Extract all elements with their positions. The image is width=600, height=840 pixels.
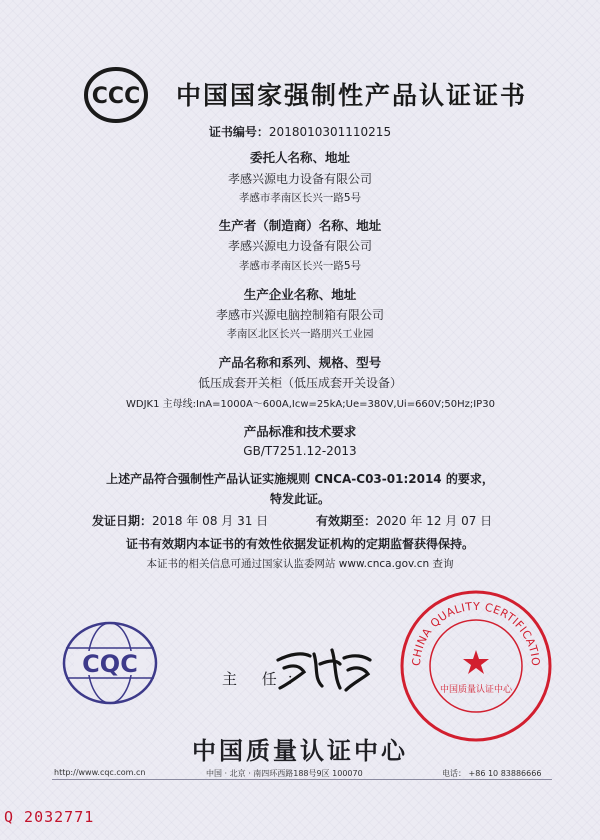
certificate-number — [0, 123, 600, 140]
seal-center-text: 中国质量认证中心 — [439, 685, 513, 695]
factory-address: 孝南区北区长兴一路朋兴工业园 — [226, 328, 374, 340]
certificate-title: 中国国家强制性产品认证证书 — [176, 81, 528, 110]
footer-address: 中国 · 北京 · 南四环西路188号9区 100070 — [206, 769, 363, 778]
manufacturer-heading: 生产者（制造商）名称、地址 — [218, 218, 382, 233]
conformity-line-2: 特发此证。 — [269, 492, 330, 506]
manufacturer-name: 孝感兴源电力设备有限公司 — [227, 239, 372, 253]
standard-heading: 产品标准和技术要求 — [243, 424, 357, 439]
conformity-line-1: 上述产品符合强制性产品认证实施规则 CNCA-C03-01:2014 的要求， — [106, 472, 494, 486]
validity-note: 证书有效期内本证书的有效性依据发证机构的定期监督获得保持。 — [125, 537, 474, 551]
valid-date-value: 2020 年 12 月 07 日 — [376, 514, 493, 528]
client-name: 孝感兴源电力设备有限公司 — [227, 172, 372, 186]
conformity-statement — [0, 469, 600, 509]
manufacturer-address: 孝感市孝南区长兴一路5号 — [238, 260, 362, 272]
standard-value: GB/T7251.12-2013 — [243, 444, 357, 458]
product-spec: WDJK1 主母线:InA=1000A～600A,Icw=25kA;Ue=380V,Ui=660V;50Hz;IP30 — [126, 399, 495, 410]
issue-date — [92, 512, 268, 529]
client-heading: 委托人名称、地址 — [249, 150, 350, 165]
ccc-logo-text: CCC — [91, 84, 141, 109]
seal-ring-text: CHINA QUALITY CERTIFICATIO — [409, 599, 543, 667]
cqc-logo — [60, 618, 160, 708]
footer-website: http://www.cqc.com.cn — [54, 768, 146, 777]
valid-date — [316, 512, 492, 529]
client-address: 孝感市孝南区长兴一路5号 — [238, 192, 362, 204]
issue-date-label: 发证日期： — [92, 514, 153, 528]
issue-date-value: 2018 年 08 月 31 日 — [152, 514, 269, 528]
cqc-logo-text: CQC — [82, 650, 138, 678]
footer-divider — [52, 779, 552, 780]
product-name: 低压成套开关柜（低压成套开关设备） — [197, 376, 402, 390]
serial-number: Q 2032771 — [4, 808, 95, 826]
factory-heading: 生产企业名称、地址 — [243, 287, 357, 302]
organization-name: 中国质量认证中心 — [192, 737, 408, 765]
footer-phone: 电话： +86 10 83886666 — [442, 769, 542, 778]
certificate-number-label: 证书编号： — [208, 125, 269, 139]
official-seal — [398, 588, 554, 744]
info-note: 本证书的相关信息可通过国家认监委网站 www.cnca.gov.cn 查询 — [146, 558, 454, 570]
certificate-number-value: 2018010301110215 — [268, 125, 392, 139]
valid-date-label: 有效期至： — [316, 514, 377, 528]
ccc-logo — [84, 66, 148, 124]
director-signature — [270, 638, 380, 694]
director-label: 主 任： — [222, 670, 312, 688]
product-heading: 产品名称和系列、规格、型号 — [218, 355, 382, 370]
factory-name: 孝感市兴源电脑控制箱有限公司 — [215, 308, 384, 322]
